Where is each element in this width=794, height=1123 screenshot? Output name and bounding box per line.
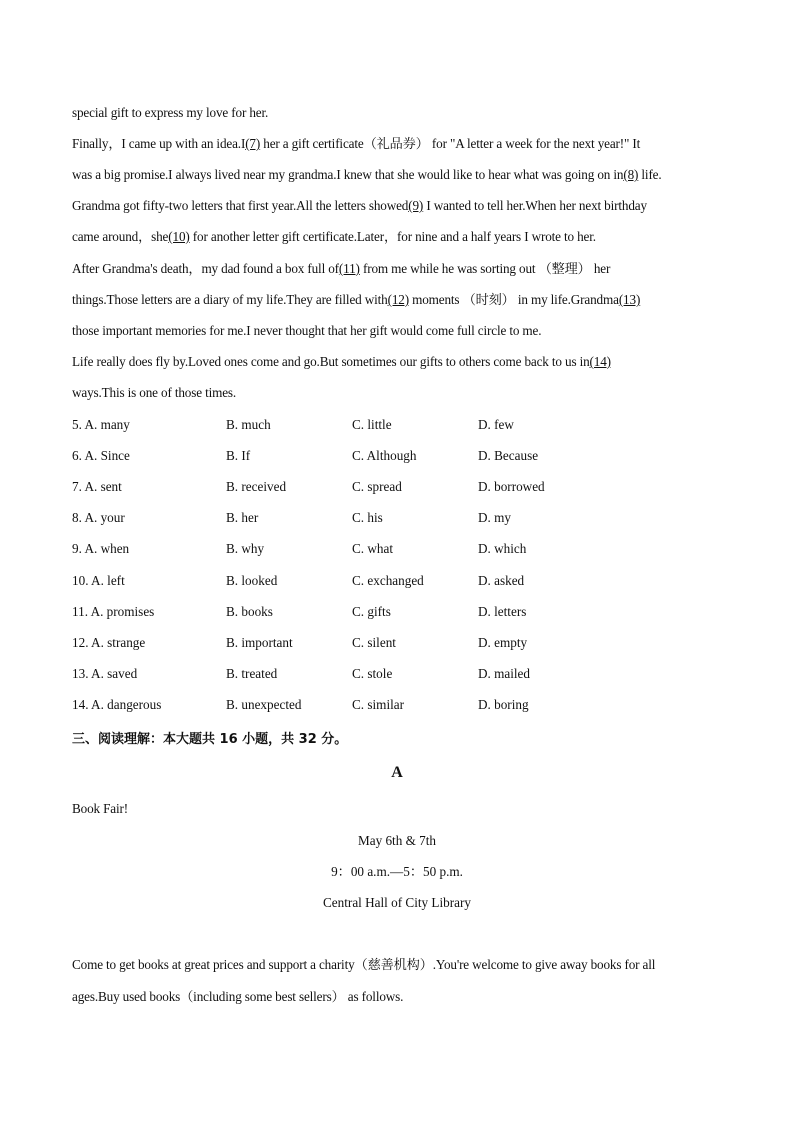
option-a[interactable]: 13. A. saved: [72, 666, 138, 681]
passage-line-8: [72, 322, 541, 340]
text: ways.This is one of those times.: [72, 385, 237, 400]
passage-line-3: [72, 166, 662, 184]
option-d[interactable]: D. asked: [478, 573, 525, 588]
option-c[interactable]: C. what: [352, 541, 394, 556]
option-b[interactable]: B. her: [226, 510, 259, 525]
text: special gift to express my love for her.: [72, 105, 269, 120]
option-a[interactable]: 8. A. your: [72, 510, 125, 525]
blank-10: (10): [168, 229, 190, 244]
ad-date: May 6th & 7th: [357, 833, 437, 848]
option-c[interactable]: C. exchanged: [352, 573, 424, 588]
text: life.: [638, 167, 662, 182]
option-d[interactable]: D. my: [478, 510, 511, 525]
option-a[interactable]: 5. A. many: [72, 417, 130, 432]
text: her a gift certificate（礼品券） for "A letter a week for the next year!" It: [260, 136, 641, 151]
ad-body-line-1: Come to get books at great prices and support a charity（慈善机构）.You're welcome to give away books for all: [72, 957, 656, 972]
option-a[interactable]: 6. A. Since: [72, 448, 130, 463]
text: moments （时刻） in my life.Grandma: [408, 292, 619, 307]
text: those important memories for me.I never thought that her gift would come full circle to me.: [72, 323, 542, 338]
option-b[interactable]: B. If: [226, 448, 251, 463]
option-d[interactable]: D. borrowed: [478, 479, 545, 494]
text: Life really does fly by.Loved ones come and go.But sometimes our gifts to others come back to us in: [72, 354, 590, 369]
option-c[interactable]: C. Although: [352, 448, 417, 463]
option-c[interactable]: C. stole: [352, 666, 393, 681]
text: Grandma got fifty-two letters that first year.All the letters showed: [72, 198, 409, 213]
ad-time: 9：00 a.m.—5：50 p.m.: [331, 864, 463, 879]
text: things.Those letters are a diary of my life.They are filled with: [72, 292, 388, 307]
blank-13: (13): [618, 292, 641, 307]
passage-line-9: [72, 353, 611, 371]
section-heading: 三、阅读理解：本大题共 16 小题，共 32 分。: [72, 732, 348, 747]
option-b[interactable]: B. received: [226, 479, 287, 494]
passage-line-2: [72, 135, 640, 153]
option-c[interactable]: C. his: [352, 510, 383, 525]
text: from me while he was sorting out （整理） her: [359, 261, 611, 276]
option-d[interactable]: D. Because: [478, 448, 539, 463]
option-b[interactable]: B. looked: [226, 573, 278, 588]
option-c[interactable]: C. silent: [352, 635, 396, 650]
option-a[interactable]: 11. A. promises: [72, 604, 155, 619]
passage-line-4: [72, 197, 647, 215]
passage-letter: A: [391, 764, 403, 781]
option-a[interactable]: 10. A. left: [72, 573, 125, 588]
blank-14: (14): [589, 354, 611, 369]
option-c[interactable]: C. similar: [352, 697, 405, 712]
option-b[interactable]: B. important: [226, 635, 293, 650]
text: After Grandma's death，my dad found a box full of: [72, 261, 339, 276]
option-d[interactable]: D. which: [478, 541, 527, 556]
option-d[interactable]: D. empty: [478, 635, 528, 650]
passage-line-5: [72, 228, 596, 246]
option-c[interactable]: C. spread: [352, 479, 402, 494]
text: came around，she: [72, 229, 169, 244]
option-d[interactable]: D. letters: [478, 604, 527, 619]
passage-line-10: [72, 384, 236, 402]
blank-9: (9): [408, 198, 424, 213]
passage-line-1: [72, 104, 268, 122]
option-b[interactable]: B. books: [226, 604, 273, 619]
option-a[interactable]: 7. A. sent: [72, 479, 122, 494]
option-c[interactable]: C. gifts: [352, 604, 391, 619]
option-a[interactable]: 14. A. dangerous: [72, 697, 162, 712]
blank-12: (12): [387, 292, 409, 307]
passage-line-7: [72, 291, 640, 309]
text: for another letter gift certificate.Later，for nine and a half years I wrote to her.: [189, 229, 596, 244]
ad-place: Central Hall of City Library: [323, 895, 471, 910]
option-a[interactable]: 9. A. when: [72, 541, 130, 556]
ad-title: Book Fair!: [72, 801, 129, 816]
option-b[interactable]: B. much: [226, 417, 271, 432]
blank-8: (8): [623, 167, 639, 182]
option-d[interactable]: D. mailed: [478, 666, 531, 681]
ad-body-line-2: ages.Buy used books（including some best sellers） as follows.: [72, 989, 404, 1004]
option-d[interactable]: D. boring: [478, 697, 529, 712]
option-b[interactable]: B. unexpected: [226, 697, 302, 712]
option-c[interactable]: C. little: [352, 417, 392, 432]
passage-line-6: [72, 260, 610, 278]
option-a[interactable]: 12. A. strange: [72, 635, 146, 650]
text: was a big promise.I always lived near my grandma.I knew that she would like to hear what was going on in: [72, 167, 624, 182]
option-b[interactable]: B. treated: [226, 666, 278, 681]
blank-11: (11): [338, 261, 360, 276]
option-b[interactable]: B. why: [226, 541, 265, 556]
text: I wanted to tell her.When her next birthday: [423, 198, 647, 213]
option-d[interactable]: D. few: [478, 417, 514, 432]
blank-7: (7): [245, 136, 261, 151]
text: Finally，I came up with an idea.I: [72, 136, 246, 151]
